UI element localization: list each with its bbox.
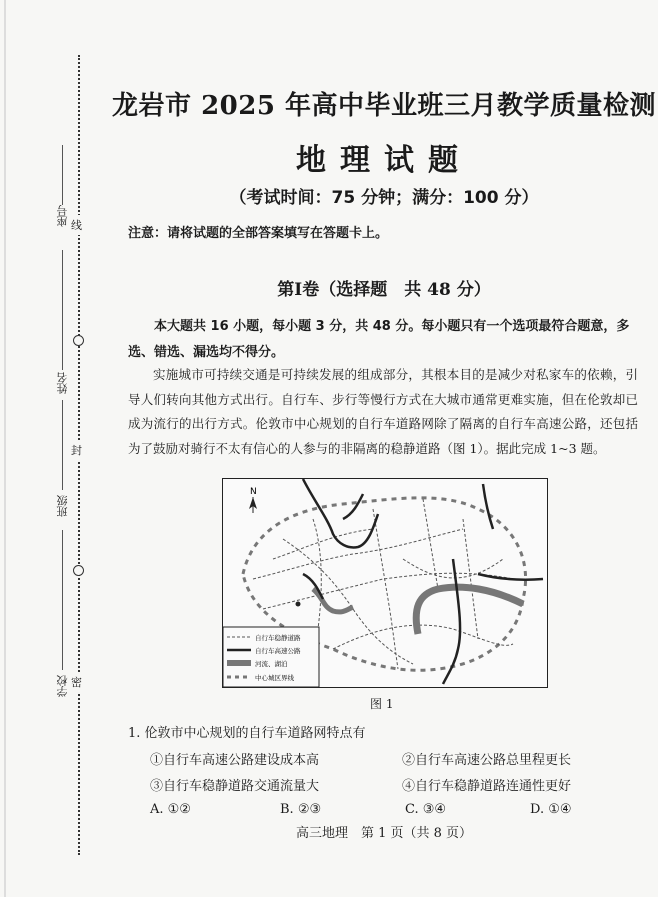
- legend-river: 河流、湖泊: [255, 660, 288, 668]
- statement-3: ③自行车稳静道路交通流量大: [150, 779, 320, 794]
- seat-label: 座号: [56, 205, 69, 227]
- class-blank-line: [62, 400, 63, 490]
- exam-title: 龙岩市 2025 年高中毕业班三月教学质量检测: [112, 91, 656, 121]
- choice-d[interactable]: D. ①④: [530, 802, 572, 817]
- page-footer: 高三地理 第 1 页（共 8 页）: [295, 826, 473, 841]
- binding-hole-2: [73, 565, 84, 576]
- name-blank-line: [62, 250, 63, 370]
- school-blank-line: [62, 530, 63, 670]
- class-label: 班级: [56, 495, 69, 517]
- choice-c[interactable]: C. ③④: [405, 802, 447, 817]
- subject-title: 地理试题: [296, 143, 472, 178]
- question-1-stem: 1. 伦敦市中心规划的自行车道路网特点有: [128, 726, 366, 741]
- name-label: 姓名: [56, 372, 69, 394]
- notice: 注意：请将试题的全部答案填写在答题卡上。: [128, 226, 389, 241]
- north-label: N: [250, 487, 257, 497]
- seat-blank-line: [62, 145, 63, 205]
- map-svg: [223, 479, 547, 687]
- statement-2: ②自行车高速公路总里程更长: [402, 753, 572, 768]
- river-thames: [416, 587, 523, 634]
- statement-1: ①自行车高速公路建设成本高: [150, 753, 320, 768]
- north-arrow-icon: [249, 497, 257, 513]
- choice-a[interactable]: A. ①②: [150, 802, 191, 817]
- cycle-superhighways: [303, 479, 543, 684]
- seal-char-line: 线: [71, 215, 82, 235]
- page-edge: [4, 0, 6, 897]
- binding-hole-1: [73, 335, 84, 346]
- seal-char-seal: 封: [71, 440, 82, 460]
- school-label: 学校: [56, 675, 69, 697]
- london-map-figure: [222, 478, 548, 688]
- statement-4: ④自行车稳静道路连通性更好: [402, 779, 572, 794]
- legend-superhighway: 自行车高速公路: [255, 647, 301, 655]
- legend-boundary: 中心城区界线: [255, 674, 294, 682]
- section-title: 第Ⅰ卷（选择题 共 48 分）: [277, 280, 491, 300]
- figure-caption: 图 1: [370, 697, 394, 711]
- seal-char-secret: 密: [71, 672, 82, 692]
- map-legend: [223, 627, 319, 687]
- legend-quiet: 自行车稳静道路: [255, 634, 301, 642]
- passage: 实施城市可持续交通是可持续发展的组成部分，其根本目的是减少对私家车的依赖，引导人们转向其他方式出行。自行车、步行等慢行方式在大城市通常更难实施，但在伦敦却已成为流行的出行方式。伦敦市中心规划的自行车道路网除了隔离的自行车高速公路，还包括为了鼓励对骑行不太有信心的人参与的非隔离的稳静道路（图 1）。据此完成 1~3 题。: [128, 367, 638, 456]
- choice-b[interactable]: B. ②③: [280, 802, 322, 817]
- binding-margin: [0, 0, 110, 897]
- section-instruction: 本大题共 16 小题，每小题 3 分，共 48 分。每小题只有一个选项最符合题意，多选、错选、漏选均不得分。: [128, 319, 630, 360]
- time-info: （考试时间：75 分钟；满分：100 分）: [229, 188, 539, 208]
